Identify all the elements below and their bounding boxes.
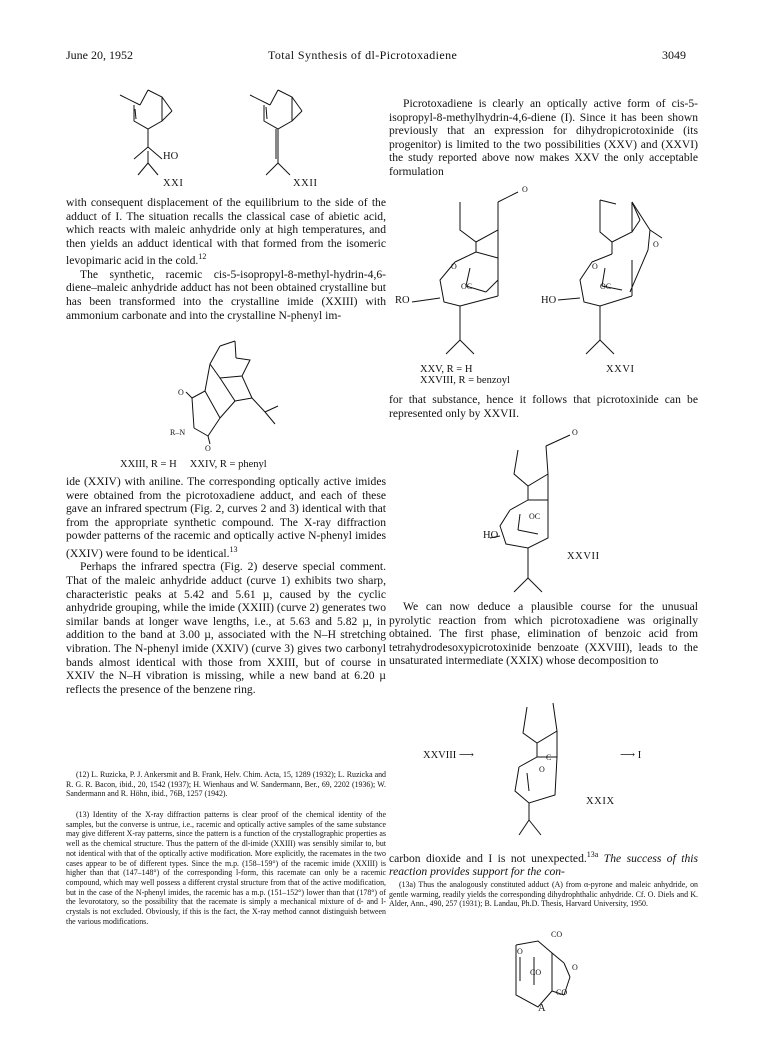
label-o-small-xxv: O: [451, 262, 457, 271]
label-o-small-xxvi: O: [592, 262, 598, 271]
label-xxvi: XXVI: [606, 364, 635, 375]
structure-xxiii-xxiv: [180, 336, 330, 451]
footnote-12: (12) L. Ruzicka, P. J. Ankersmit and B. Frank, Helv. Chim. Acta, 15, 1289 (1932); L. Ruzicka and R. G. R. Bacon, ibid., 20, 1542 (1937); H. Wienhaus and W. Sandermann, Ber., 69, 2202 (1936); W. Sandermann and R. Höhn, ibid., 76B, 1257 (1942).: [66, 770, 386, 799]
label-arrow-i: ⟶ I: [620, 750, 642, 761]
label-r-n: R–N: [170, 428, 186, 437]
label-co-1: CO: [551, 930, 563, 939]
paragraph-imides: ide (XXIV) with aniline. The corresponding optically active imides were obtained from the picrotoxadiene adduct, and each of these gave an infrared spectrum (Fig. 2, curves 2 and 3) identical with that from the appropriate synthetic compound. The X-ray diffraction powder patterns of the racemic and optically active N-phenyl imides (XXIV) were found to be identical.$^{13}$: [66, 475, 386, 560]
left-text-block-2: [66, 475, 386, 696]
label-o-top: O: [178, 388, 184, 397]
structure-xxix: [505, 695, 605, 845]
label-o-xxvi: O: [653, 240, 659, 249]
label-xxviii-benzoyl: XXVIII, R = benzoyl: [420, 375, 510, 386]
structures-xxv-xxvi: [400, 190, 690, 365]
reaction-arrow-2: ⟶: [620, 750, 636, 761]
structure-xxvii: [470, 430, 620, 600]
paragraph-pyrolytic: We can now deduce a plausible course for the unusual pyrolytic reaction from which picrotoxadiene was originally obtained. The first phase, elimination of benzoic acid from tetrahydrodesoxypicrotoxinide benzoate (XXVIII), leads to the unsaturated intermediate (XXIX) whose decomposition to: [389, 600, 698, 668]
label-c-xxix: C: [546, 753, 552, 762]
paragraph-infrared: Perhaps the infrared spectra (Fig. 2) deserve special comment. That of the maleic anhydride adduct (curve 1) exhibits two sharp, characteristic peaks at 5.42 and 5.61 µ, caused by the cyclic anhydride grouping, while the imide (XXIII) (curve 2) generates two similar bands at longer wave lengths, i.e., at 5.63 and 5.82 µ, in addition to the band at 3.00 µ, associated with the N–H stretching vibration. The N-phenyl imide (XXIV) (curve 3) gives two carbonyl bands almost identical with those from XXIII, but of course in XXIV the N–H vibration is missing, while a new band at 6.20 µ reflects the presence of the benzene ring.: [66, 560, 387, 696]
label-oc-xxvi: OC: [600, 282, 612, 291]
label-o-xxvii: O: [572, 428, 578, 437]
footnote-13: (13) Identity of the X-ray diffraction patterns is clear proof of the chemical identity of the samples, but the converse is untrue, i.e., racemic and optically active samples of the same substance may give different X-ray patterns, since the pattern is a function of the crystallographic properties as well as the chemical structure. Thus the pattern of the dl-imide (XXIII) was sensibly similar to, but not identical with that of the optically active modification. More explicitly, the racemates in the two cases appear to be of different types. Since the m.p. (158–159°) of the racemic imide (XXIII) is higher than that (147–148°) of the corresponding l-form, this racemate can only be a racemic compound, which may well possess a different crystal structure from that of the active modification, but in the case of the N-phenyl imides, the racemic has a m.p. (151–152°) lower than that (178°) of the levorotatory, so the possibility that the racemate is simply a mechanical mixture of d- and l-crystals is not excluded. Obviously, if this is the fact, the X-ray method cannot distinguish between the various modifications.: [66, 810, 386, 926]
label-xxix: XXIX: [586, 796, 615, 807]
label-co-2: CO: [530, 968, 542, 977]
label-ro: RO: [395, 295, 410, 306]
left-text-block-1: [66, 196, 386, 322]
label-ho-xxvi: HO: [541, 295, 557, 306]
paragraph-picrotoxadiene: Picrotoxadiene is clearly an optically active form of cis-5-isopropyl-8-methylhydrin-4,6-diene (I). Since it has been shown previously that an expression for dihydropicrotoxinide (its progenitor) is limited to the two possibilities (XXV) and (XXVI) the study reported above now makes XXV the only acceptable formulation: [389, 97, 698, 178]
footnote-13a: (13a) Thus the analogously constituted adduct (A) from α-pyrone and maleic anhydride, on gentle warming, readily yields the corresponding dihydrophthalic anhydride. Cf. O. Diels and K. Alder, Ann., 490, 257 (1931); B. Landau, Ph.D. Thesis, Harvard University, 1950.: [389, 880, 698, 909]
label-xxviii-arrow-start: XXVIII ⟶: [423, 750, 474, 761]
label-ho-xxi: HO: [163, 151, 179, 162]
label-xxi: XXI: [163, 178, 184, 189]
paragraph-abietic: with consequent displacement of the equilibrium to the side of the adduct of I. The situation recalls the classical case of abietic acid, which reacts with maleic anhydride only at high temperatures, and then yields an adduct identical with that formed from the isomeric levopimaric acid in the cold.$^{12}$: [66, 196, 386, 268]
paragraph-picrotoxinide: for that substance, hence it follows that picrotoxinide can be represented only by XXVII.: [389, 393, 698, 420]
paragraph-carbon-dioxide: carbon dioxide and I is not unexpected.$^{13a}$ The success of this reaction provides support for the con-: [389, 850, 698, 879]
label-xxv: XXV, R = H: [420, 364, 473, 375]
header-title: Total Synthesis of dl-Picrotoxadiene: [268, 48, 458, 62]
reaction-arrow-1: ⟶: [458, 750, 474, 761]
structures-xxi-xxii: [110, 85, 370, 200]
label-oc-xxvii: OC: [529, 512, 541, 521]
label-co-3: CO: [556, 988, 568, 997]
label-o-bottom: O: [205, 444, 211, 453]
label-xxvii: XXVII: [567, 551, 600, 562]
label-ho-xxvii: HO: [483, 530, 499, 541]
label-a: A: [538, 1003, 546, 1014]
label-o-a-2: O: [572, 963, 578, 972]
right-text-block-1: [389, 97, 698, 179]
header-page-number: 3049: [662, 48, 686, 62]
header-date: June 20, 1952: [66, 48, 133, 62]
label-o-a-1: O: [517, 947, 523, 956]
label-o-xxv: O: [522, 185, 528, 194]
label-xxii: XXII: [293, 178, 318, 189]
caption-xxiii-xxiv: XXIII, R = H XXIV, R = phenyl: [120, 459, 267, 470]
label-oc-xxv: OC: [461, 282, 473, 291]
paragraph-synthetic-adduct: The synthetic, racemic cis-5-isopropyl-8-methyl-hydrin-4,6-diene–maleic anhydride adduct has not been obtained crystalline but has been transformed into the crystalline imide (XXIII) with ammonium carbonate and into the crystalline N-phenyl im-: [66, 267, 386, 322]
label-o-xxix: O: [539, 765, 545, 774]
